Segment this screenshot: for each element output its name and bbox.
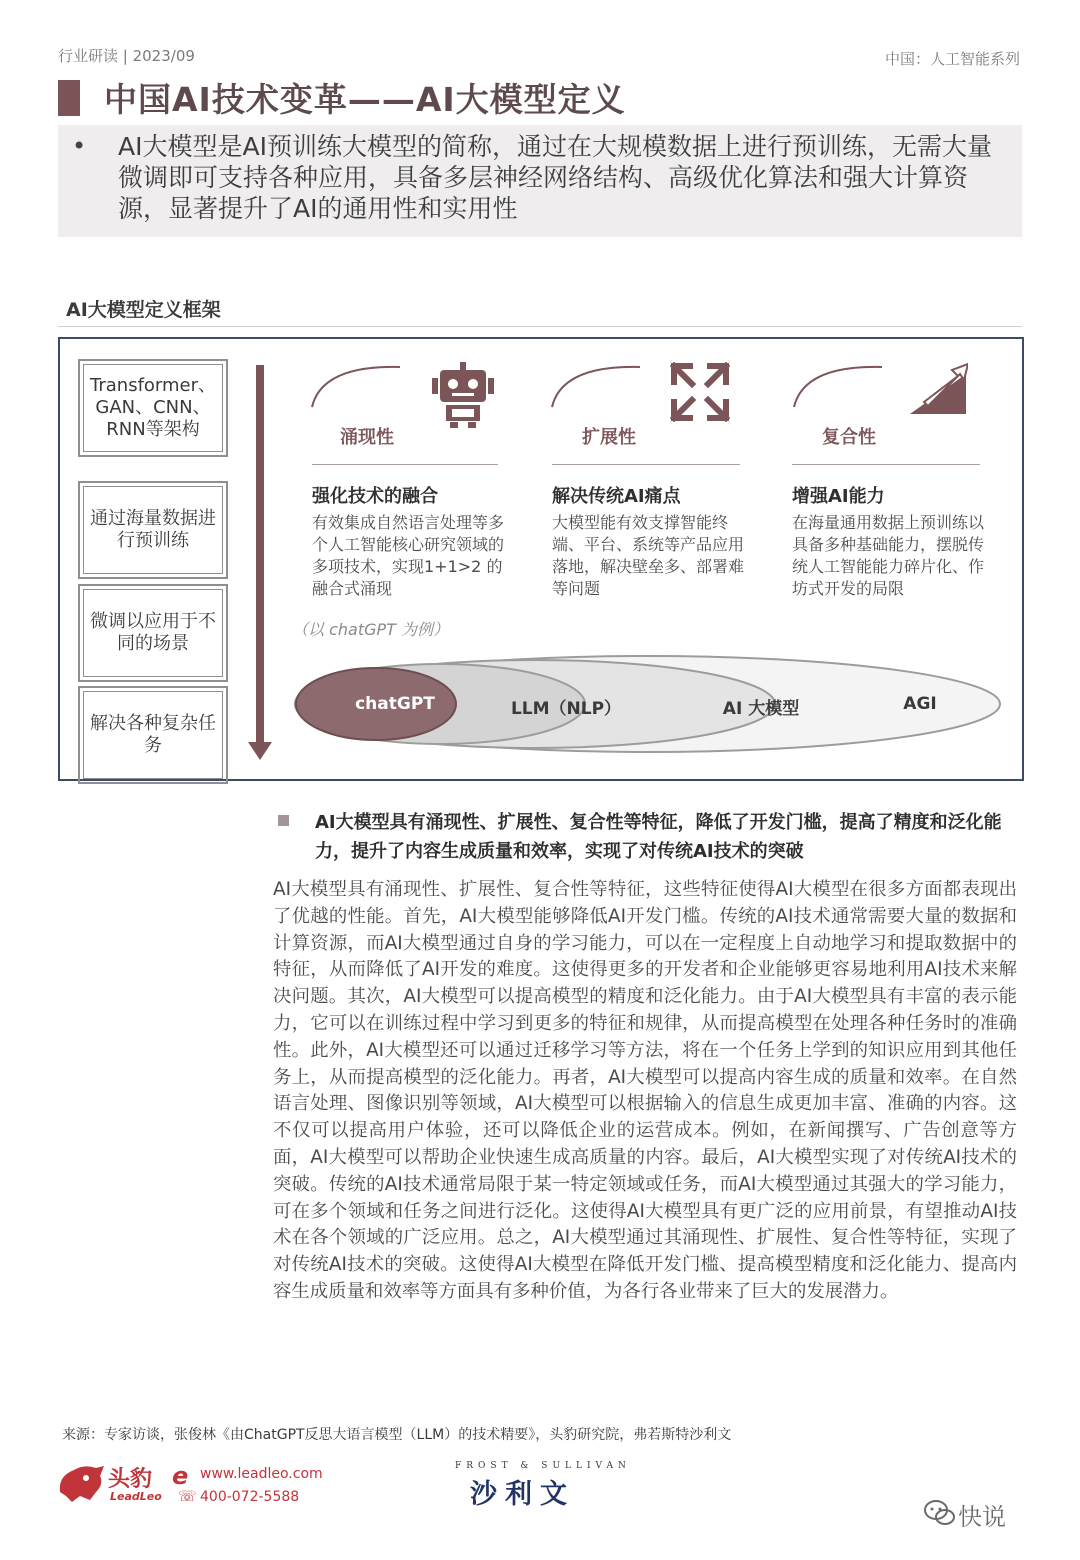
example-note: （以 chatGPT 为例）: [292, 620, 450, 639]
flow-arrow-head: [248, 742, 272, 760]
step-finetune: 微调以应用于不同的场景: [78, 584, 228, 682]
framework-divider: [58, 326, 1022, 327]
scope-agi: AGI: [903, 694, 937, 714]
step-solve-tasks: 解决各种复杂任务: [78, 686, 228, 784]
feature-title-composite: 增强AI能力: [792, 486, 885, 507]
summary-text: AI大模型是AI预训练大模型的简称，通过在大规模数据上进行预训练，无需大量微调即可支持各种应用，具备多层神经网络结构、高级优化算法和强大计算资源，显著提升了AI的通用性和实用性: [118, 132, 992, 223]
section-marker: [278, 815, 289, 826]
scope-llm: LLM（NLP）: [510, 699, 622, 719]
feature-label-composite: 复合性: [822, 427, 876, 448]
frost-sullivan-logo-en: FROST & SULLIVAN: [455, 1461, 631, 1471]
leadleo-mascot-icon: [56, 1462, 106, 1506]
title-accent-bar: [58, 80, 80, 116]
growth-ramp-icon: [906, 362, 968, 416]
frost-sullivan-logo-cn: 沙利文: [470, 1479, 575, 1510]
feature-rule: [552, 464, 740, 465]
report-series: 中国：人工智能系列: [884, 50, 1020, 68]
feature-desc-composite: 在海量通用数据上预训练以具备多种基础能力，摆脱传统人工智能能力碎片化、作坊式开发的局限: [792, 513, 985, 598]
step-architecture: Transformer、GAN、CNN、RNN等架构: [78, 359, 228, 457]
feature-title-emergence: 强化技术的融合: [312, 486, 438, 507]
report-category: 行业研读 | 2023/09: [58, 47, 195, 65]
scope-chatgpt: chatGPT: [355, 694, 435, 714]
e-icon: e: [172, 1462, 189, 1490]
framework-title: AI大模型定义框架: [66, 299, 221, 321]
wechat-icon: [924, 1498, 956, 1528]
feature-title-scalability: 解决传统AI痛点: [552, 486, 681, 507]
feature-label-emergence: 涌现性: [340, 427, 394, 448]
source-note: 来源：专家访谈，张俊林《由ChatGPT反思大语言模型（LLM）的技术精要》，头豹研究院，弗若斯特沙利文: [62, 1427, 732, 1443]
leadleo-logo-cn: 头豹: [108, 1467, 153, 1492]
feature-label-scalability: 扩展性: [582, 427, 636, 448]
phone-icon: ☏: [178, 1487, 197, 1505]
feature-rule: [312, 464, 498, 465]
expand-arrows-icon: [670, 362, 730, 422]
scope-ai-large-model: AI 大模型: [722, 699, 800, 719]
watermark-text: 快说: [958, 1503, 1006, 1531]
section-body: AI大模型具有涌现性、扩展性、复合性等特征，这些特征使得AI大模型在很多方面都表现出了优越的性能。首先，AI大模型能够降低AI开发门槛。传统的AI技术通常需要大量的数据和计算资源，而AI大模型通过自身的学习能力，可以在一定程度上自动地学习和提取数据中的特征，从而降低了AI开发的难度。这使得更多的开发者和企业能够更容易地利用AI技术来解决问题。其次，AI大模型可以提高模型的精度和泛化能力。由于AI大模型具有丰富的表示能力，它可以在训练过程中学习到更多的特征和规律，从而提高模型在处理各种任务时的准确性。此外，AI大模型还可以通过迁移学习等方法，将在一个任务上学到的知识应用到其他任务上，从而提高模型的泛化能力。再者，AI大模型可以提高内容生成的质量和效率。在自然语言处理、图像识别等领域，AI大模型可以根据输入的信息生成更加丰富、准确的内容。这不仅可以提高用户体验，还可以降低企业的运营成本。例如，在新闻撰写、广告创意等方面，AI大模型可以帮助企业快速生成高质量的内容。最后，AI大模型实现了对传统AI技术的突破。传统的AI技术通常局限于某一特定领域或任务，而AI大模型通过其强大的学习能力，可在多个领域和任务之间进行泛化。这使得AI大模型具有更广泛的应用前景，有望推动AI技术在各个领域的广泛应用。总之，AI大模型通过其涌现性、扩展性、复合性等特征，实现了对传统AI技术的突破。这使得AI大模型在降低开发门槛、提高模型精度和泛化能力、提高内容生成质量和效率等方面具有多种价值，为各行各业带来了巨大的发展潜力。: [273, 879, 1017, 1302]
footer-url[interactable]: www.leadleo.com: [200, 1466, 323, 1482]
robot-icon: [430, 362, 496, 428]
page-title: 中国AI技术变革——AI大模型定义: [104, 80, 626, 119]
feature-rule: [792, 464, 980, 465]
section-heading: AI大模型具有涌现性、扩展性、复合性等特征，降低了开发门槛，提高了精度和泛化能力，提升了内容生成质量和效率，实现了对传统AI技术的突破: [315, 812, 1002, 862]
footer-phone: 400-072-5588: [200, 1489, 300, 1505]
leadleo-logo-en: LeadLeo: [110, 1490, 162, 1503]
flow-arrow-line: [256, 365, 264, 747]
step-pretraining: 通过海量数据进行预训练: [78, 481, 228, 579]
feature-desc-scalability: 大模型能有效支撑智能终端、平台、系统等产品应用落地，解决壁垒多、部署难等问题: [552, 513, 745, 598]
feature-desc-emergence: 有效集成自然语言处理等多个人工智能核心研究领域的多项技术，实现1+1>2 的融合式涌现: [312, 513, 505, 598]
summary-bullet: •: [72, 132, 87, 160]
